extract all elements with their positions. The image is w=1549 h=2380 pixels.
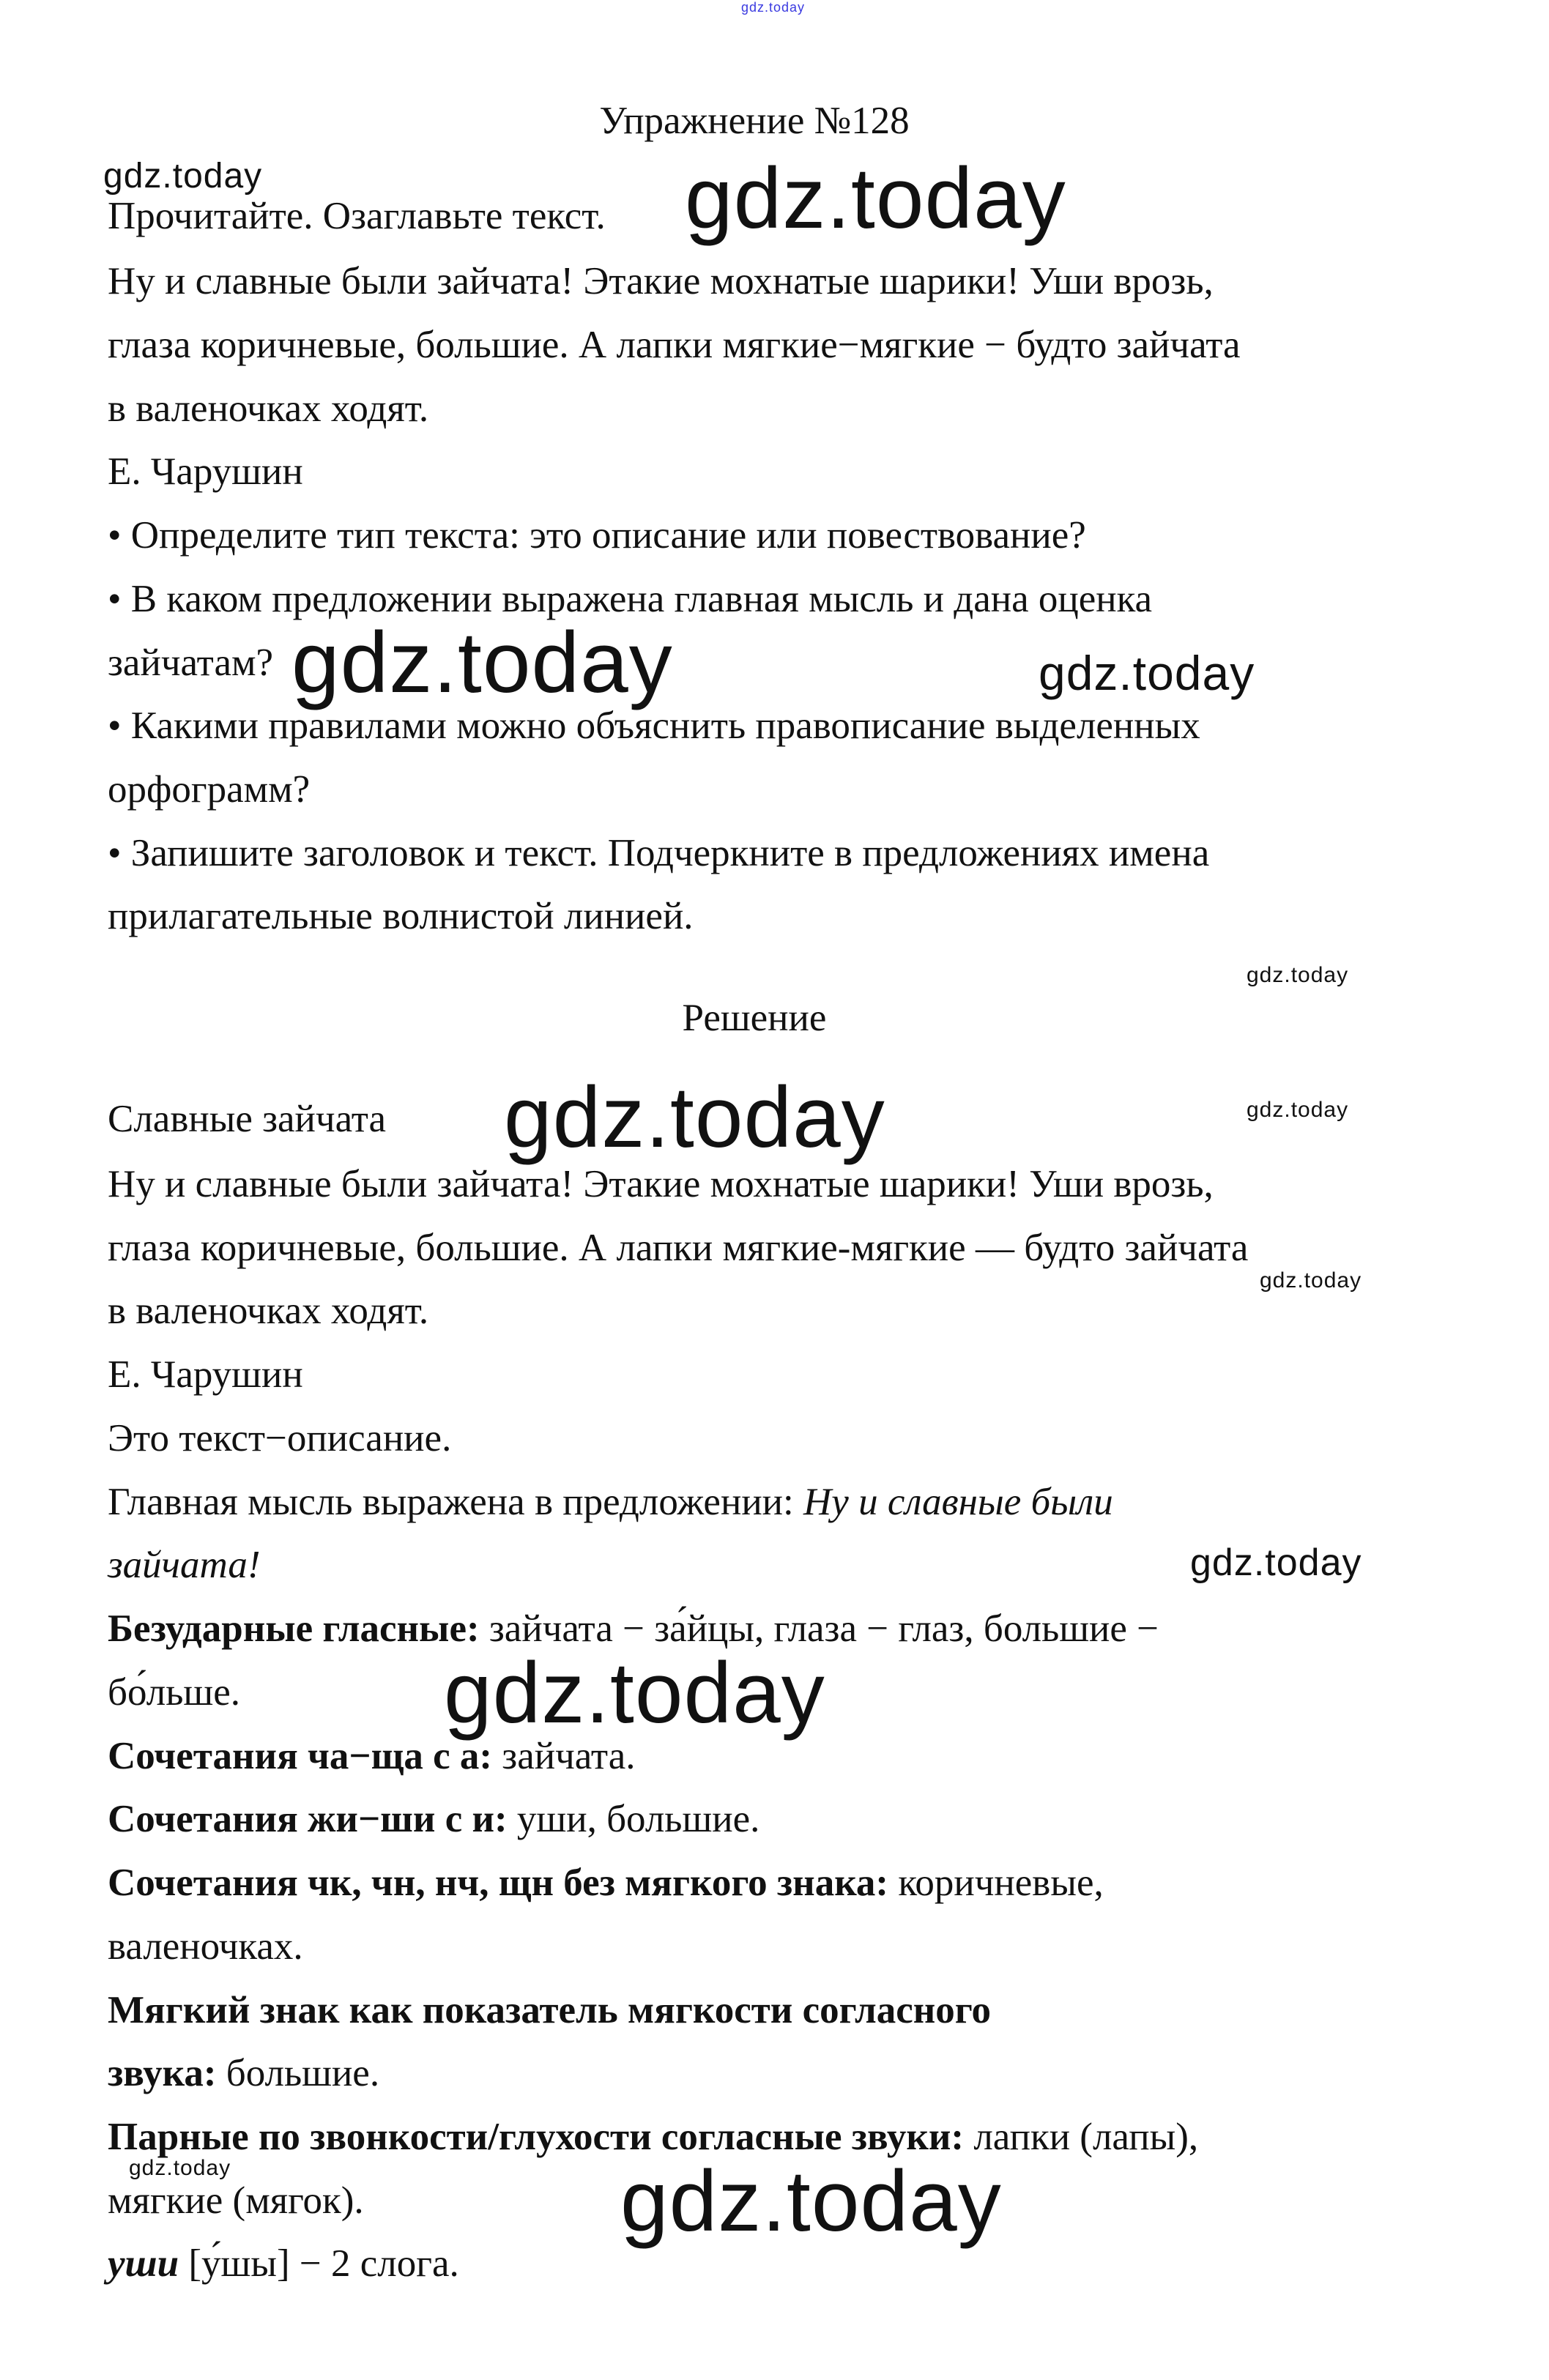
- task-line: [108, 833, 1209, 874]
- text-segment: в валеночках ходят.: [108, 387, 429, 430]
- text-segment: уши, большие.: [507, 1798, 760, 1840]
- solution-line: [108, 1481, 1113, 1522]
- watermark: gdz.today: [1260, 1268, 1362, 1293]
- text-segment: глаза коричневые, большие. А лапки мягкие-мягкие — будто зайчата: [108, 1227, 1249, 1269]
- text-segment: Ну и славные были: [803, 1481, 1113, 1523]
- bold-label: Сочетания жи−ши с и:: [108, 1798, 508, 1840]
- bold-label: Мягкий знак как показатель мягкости согласного: [108, 1989, 992, 2031]
- text-segment: Прочитайте. Озаглавьте текст.: [108, 195, 606, 237]
- task-line: [108, 642, 273, 683]
- text-segment: Славные зайчата: [108, 1098, 387, 1140]
- watermark-top: gdz.today: [741, 0, 806, 15]
- task-line: [108, 196, 606, 237]
- solution-line: [108, 1418, 451, 1459]
- task-line: [108, 579, 1152, 620]
- bold-label: уши: [108, 2242, 179, 2285]
- solution-line: [108, 1227, 1248, 1268]
- bold-label: Парные по звонкости/глухости согласные звуки:: [108, 2116, 965, 2158]
- text-segment: Главная мысль выражена в предложении:: [108, 1481, 804, 1523]
- task-line: [108, 324, 1241, 365]
- text-segment: бо́льше.: [108, 1671, 240, 1714]
- text-segment: зайчата − за́йцы, глаза − глаз, большие −: [479, 1607, 1159, 1650]
- solution-line: [108, 2116, 1198, 2157]
- watermark: gdz.today: [685, 150, 1066, 247]
- text-segment: Это текст−описание.: [108, 1417, 452, 1459]
- watermark: gdz.today: [1190, 1542, 1362, 1584]
- text-segment: • В каком предложении выражена главная мысль и дана оценка: [108, 578, 1153, 620]
- text-segment: большие.: [216, 2052, 380, 2094]
- text-segment: • Какими правилами можно объяснить правописание выделенных: [108, 704, 1200, 747]
- text-segment: мягкие (мягок).: [108, 2179, 364, 2222]
- watermark: gdz.today: [103, 157, 263, 196]
- text-segment: лапки (лапы),: [964, 2116, 1199, 2158]
- bold-label: Безударные гласные:: [108, 1607, 480, 1650]
- solution-line: [108, 2180, 364, 2221]
- watermark: gdz.today: [1247, 1098, 1349, 1122]
- solution-line: [108, 1672, 240, 1713]
- bold-label: Сочетания чк, чн, нч, щн без мягкого знака:: [108, 1862, 889, 1904]
- solution-line: [108, 1736, 635, 1777]
- text-segment: • Определите тип текста: это описание или повествование?: [108, 514, 1086, 557]
- exercise-title: Упражнение №128: [599, 100, 910, 142]
- watermark: gdz.today: [1039, 646, 1255, 700]
- solution-line: [108, 1354, 303, 1395]
- solution-line: [108, 1290, 428, 1331]
- task-line: [108, 388, 428, 429]
- bold-label: звука:: [108, 2052, 217, 2094]
- text-segment: Ну и славные были зайчата! Этакие мохнатые шарики! Уши врозь,: [108, 260, 1214, 302]
- solution-line: [108, 1098, 386, 1139]
- solution-heading: Решение: [682, 997, 827, 1039]
- bold-label: Сочетания ча−ща с а:: [108, 1735, 493, 1777]
- text-segment: зайчата.: [492, 1735, 636, 1777]
- solution-line: [108, 2053, 379, 2094]
- solution-line: [108, 1990, 991, 2031]
- text-segment: • Запишите заголовок и текст. Подчеркните в предложениях имена: [108, 832, 1210, 874]
- text-segment: Е. Чарушин: [108, 450, 303, 493]
- text-segment: Ну и славные были зайчата! Этакие мохнатые шарики! Уши врозь,: [108, 1163, 1214, 1205]
- solution-line: [108, 1544, 261, 1585]
- watermark: gdz.today: [620, 2153, 1002, 2250]
- solution-line: [108, 1164, 1214, 1205]
- task-line: [108, 705, 1200, 746]
- task-line: [108, 515, 1086, 556]
- watermark: gdz.today: [129, 2156, 231, 2180]
- solution-line: [108, 2243, 459, 2284]
- solution-line: [108, 1862, 1104, 1903]
- watermark: gdz.today: [444, 1645, 825, 1741]
- watermark: gdz.today: [1247, 963, 1349, 987]
- text-segment: зайчата!: [108, 1544, 261, 1586]
- task-line: [108, 769, 310, 810]
- solution-line: [108, 1799, 759, 1840]
- task-line: [108, 896, 694, 937]
- text-segment: валеночках.: [108, 1925, 303, 1968]
- watermark: gdz.today: [504, 1069, 885, 1166]
- text-segment: в валеночках ходят.: [108, 1290, 429, 1332]
- text-segment: прилагательные волнистой линией.: [108, 895, 694, 937]
- solution-line: [108, 1608, 1159, 1649]
- text-segment: [у́шы] − 2 слога.: [179, 2242, 459, 2285]
- solution-line: [108, 1926, 303, 1967]
- text-segment: Е. Чарушин: [108, 1353, 303, 1396]
- task-line: [108, 261, 1214, 302]
- text-segment: орфограмм?: [108, 768, 311, 811]
- task-line: [108, 451, 303, 492]
- text-segment: зайчатам?: [108, 642, 274, 684]
- text-segment: глаза коричневые, большие. А лапки мягкие−мягкие − будто зайчата: [108, 324, 1241, 366]
- text-segment: коричневые,: [888, 1862, 1104, 1904]
- watermark: gdz.today: [291, 614, 673, 711]
